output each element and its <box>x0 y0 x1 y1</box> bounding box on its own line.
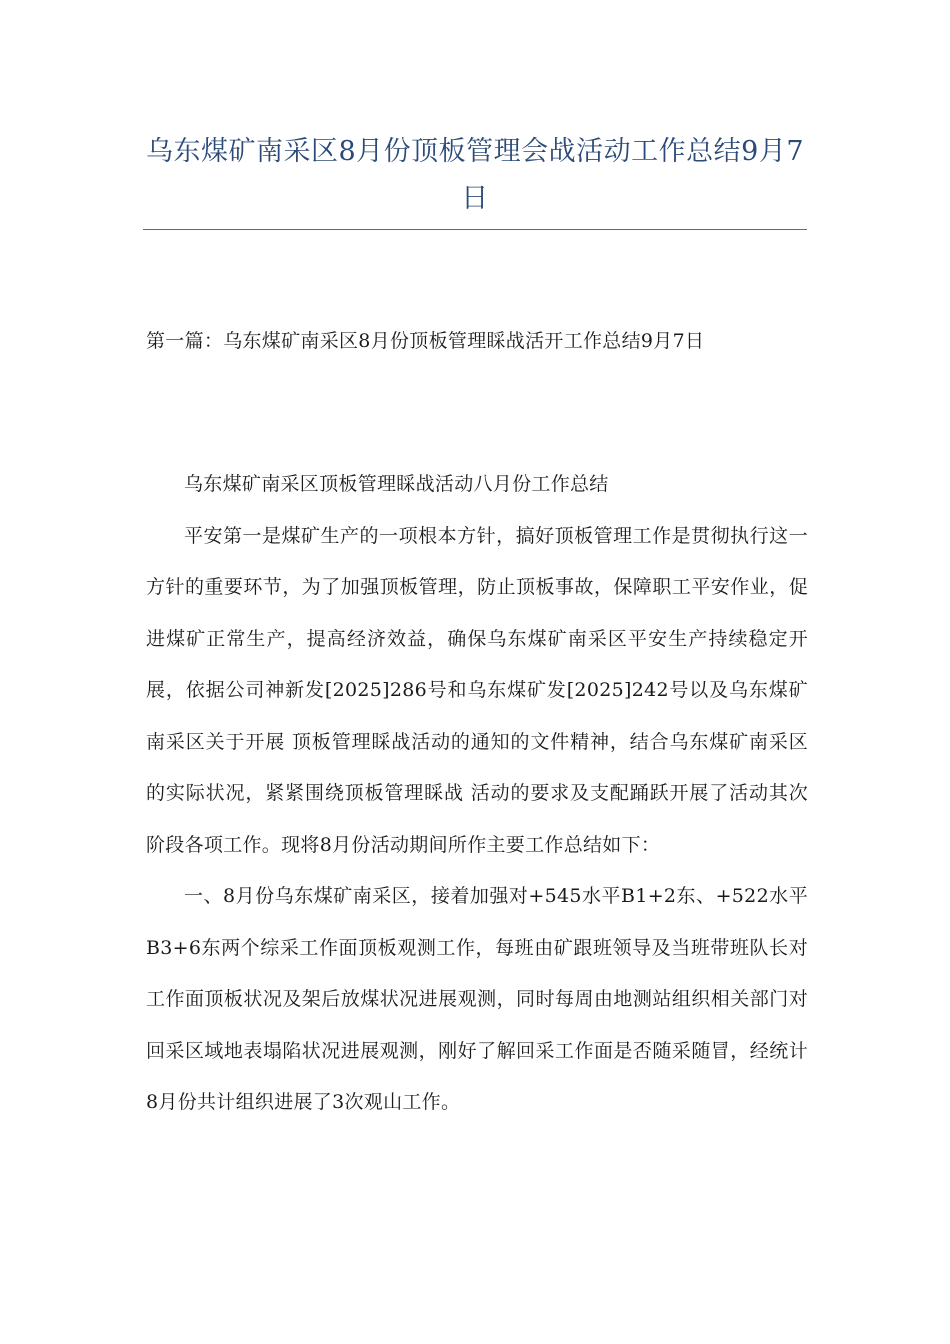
paragraph: 平安第一是煤矿生产的一项根本方针，搞好顶板管理工作是贯彻执行这一方针的重要环节，为了加强顶板管理，防止顶板事故，保障职工平安作业，促进煤矿正常生产，提高经济效益，确保乌东煤矿南采区平安生产持续稳定开展，依据公司神新发[2025]286号和乌东煤矿发[2025]242号以及乌东煤矿南采区关于开展 顶板管理睬战活动的通知的文件精神，结合乌东煤矿南采区的实际状况，紧紧围绕顶板管理睬战 活动的要求及支配踊跃开展了活动其次阶段各项工作。现将8月份活动期间所作主要工作总结如下： <box>146 524 808 856</box>
chapter-heading: 第一篇：乌东煤矿南采区8月份顶板管理睬战活开工作总结9月7日 <box>146 330 705 352</box>
section-heading: 乌东煤矿南采区顶板管理睬战活动八月份工作总结 <box>184 473 609 495</box>
body-text <box>146 459 808 1129</box>
title-divider <box>143 229 807 230</box>
document-title: 乌东煤矿南采区8月份顶板管理会战活动工作总结9月7日 <box>145 136 805 214</box>
paragraph: 一、8月份乌东煤矿南采区，接着加强对+545水平B1+2东、+522水平B3+6东两个综采工作面顶板观测工作，每班由矿跟班领导及当班带班队长对工作面顶板状况及架后放煤状况进展观测，同时每周由地测站组织相关部门对回采区域地表塌陷状况进展观测，刚好了解回采工作面是否随采随冒，经统计8月份共计组织进展了3次观山工作。 <box>146 885 808 1113</box>
